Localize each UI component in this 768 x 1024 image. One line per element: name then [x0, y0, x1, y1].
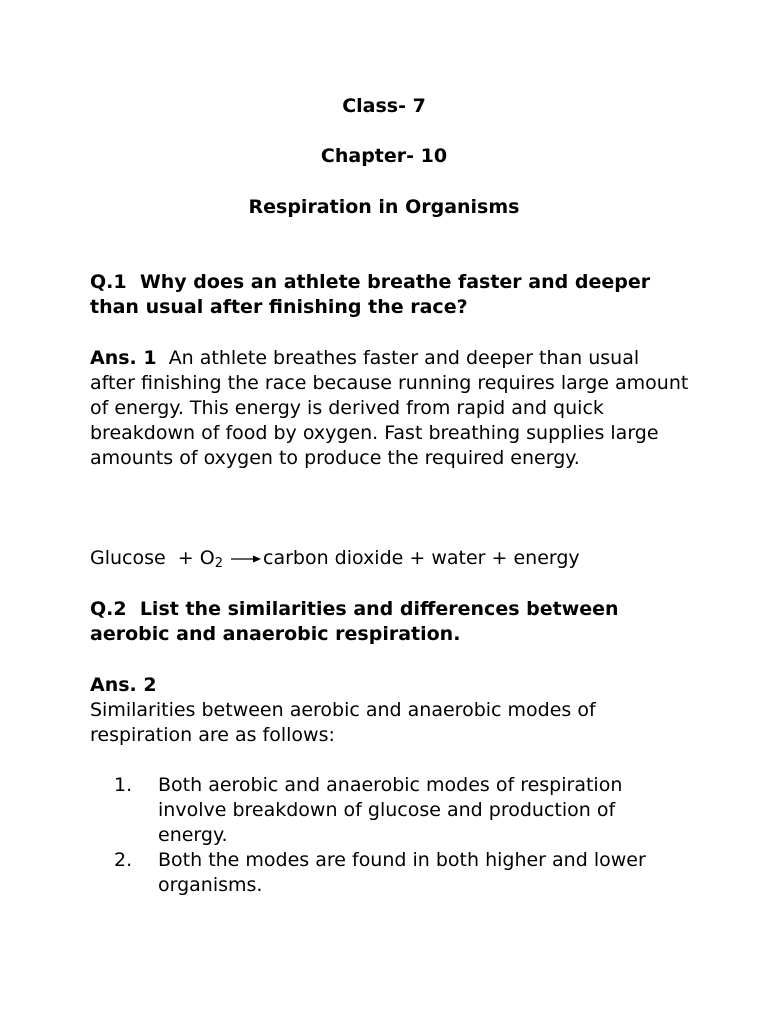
list-item-text: Both aerobic and anaerobic modes of respiration involve breakdown of glucose and production of energy. [158, 774, 623, 846]
similarities-list [90, 773, 690, 898]
answer-2-label: Ans. 2 [90, 674, 157, 696]
respiration-equation [90, 546, 580, 571]
equation-oxygen-subscript: 2 [214, 556, 224, 571]
chapter-name: Respiration in Organisms [248, 196, 520, 218]
question-2-label: Q.2 [90, 598, 127, 620]
class-title: Class- 7 [342, 95, 426, 117]
question-1-label: Q.1 [90, 271, 127, 293]
list-item [90, 773, 690, 848]
list-item-number: 1. [114, 774, 133, 796]
list-item-text: Both the modes are found in both higher and lower organisms. [158, 849, 646, 896]
answer-1 [90, 346, 690, 471]
answer-2-intro: Similarities between aerobic and anaerobic modes of respiration are as follows: [90, 699, 596, 746]
equation-reactant-glucose: Glucose [90, 547, 166, 569]
equation-products: carbon dioxide + water + energy [263, 547, 580, 569]
equation-reactant-oxygen: O [199, 547, 215, 569]
reaction-arrow-icon [231, 546, 261, 571]
question-2 [90, 597, 690, 647]
chapter-title: Chapter- 10 [320, 145, 448, 167]
question-2-text: List the similarities and differences between aerobic and anaerobic respiration. [90, 598, 619, 645]
question-1 [90, 270, 690, 320]
answer-1-label: Ans. 1 [90, 347, 157, 369]
equation-plus: + [177, 547, 194, 569]
answer-1-text: An athlete breathes faster and deeper than usual after finishing the race because running requires large amount of energy. This energy is derived from rapid and quick breakdown of food by oxygen. Fast breathing supplies large amounts of oxygen to produce the required energy. [90, 347, 689, 469]
list-item [90, 848, 690, 898]
list-item-number: 2. [114, 849, 133, 871]
question-1-text: Why does an athlete breathe faster and deeper than usual after finishing the race? [90, 271, 651, 318]
